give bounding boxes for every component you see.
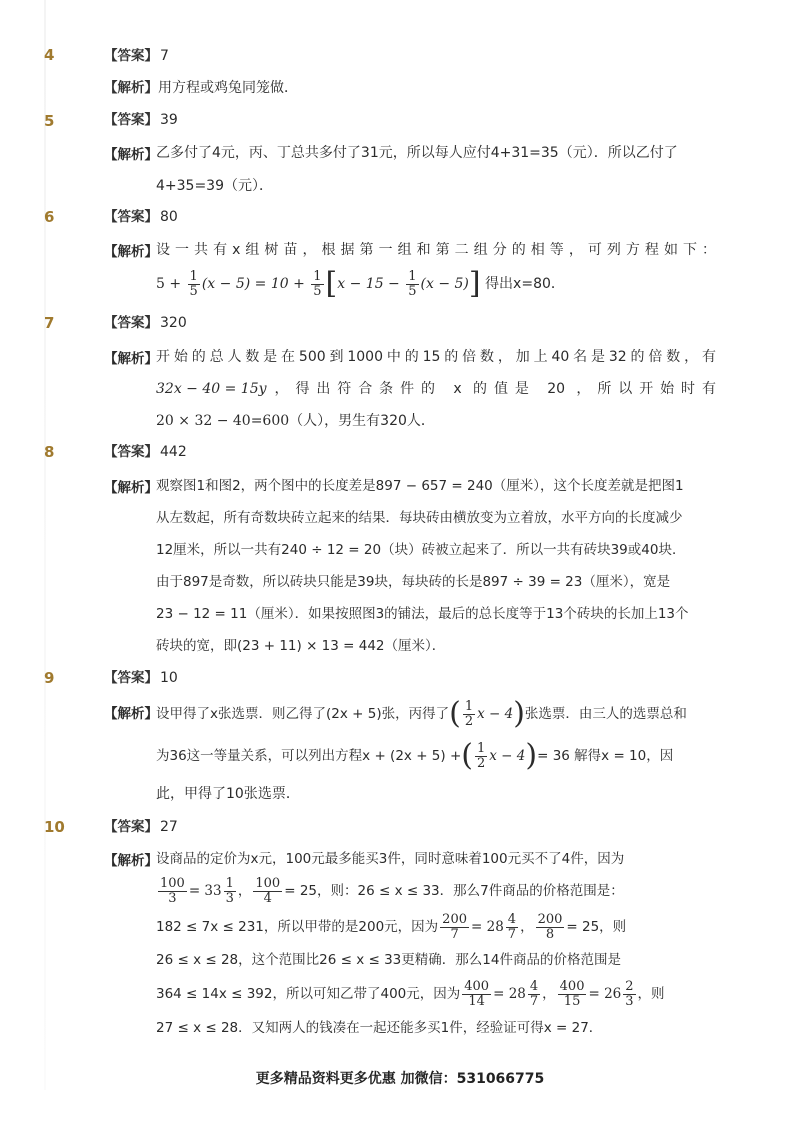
denominator: 7 <box>529 993 539 1009</box>
fraction <box>528 980 540 1009</box>
fraction <box>463 700 475 729</box>
numerator: 1 <box>408 268 417 284</box>
answer-tag: 【答案】 <box>104 315 158 331</box>
denominator: 3 <box>225 890 234 906</box>
denominator: 7 <box>450 926 459 942</box>
analysis-text: 张选票．由三人的选票总和 <box>524 706 687 722</box>
analysis-line: 设一共有x组树苗，根据第一组和第二组分的相等，可列方程如下： <box>156 242 716 258</box>
analysis-text: 用方程或鸡兔同笼做． <box>158 80 298 96</box>
equation-part: x − 4 <box>477 706 514 722</box>
fraction <box>253 877 282 906</box>
numerator: 2 <box>625 978 634 994</box>
fraction <box>406 270 418 299</box>
equation-part: (x − 5) = 10 + <box>201 276 305 292</box>
numerator: 100 <box>160 875 185 891</box>
denominator: 2 <box>464 713 474 729</box>
equation-part: (x − 5) <box>420 276 469 292</box>
analysis-text: （人），男生有320人． <box>289 413 435 429</box>
analysis-text: 设甲得了x张选票．则乙得了(2x + 5)张，丙得了 <box>156 706 450 722</box>
question-number: 10 <box>44 818 65 836</box>
answer-value: 320 <box>160 315 187 331</box>
analysis-line <box>156 909 716 945</box>
denominator: 3 <box>625 993 634 1009</box>
analysis-line <box>156 411 716 431</box>
analysis-line: 从左数起，所有奇数块砖立起来的结果．每块砖由横放变为立着放，水平方向的长度减少 <box>156 510 683 526</box>
analysis-line: 设商品的定价为x元，100元最多能买3件，同时意味着100元买不了4件，因为 <box>156 851 625 867</box>
analysis-line: 观察图1和图2，两个图中的长度差是897 − 657 = 240（厘米），这个长度差就是把图1 <box>156 478 684 494</box>
fraction <box>506 913 518 942</box>
analysis-line: 此，甲得了10张选票． <box>156 786 300 802</box>
analysis-tag: 【解析】 <box>104 706 158 722</box>
denominator: 7 <box>507 926 517 942</box>
equation-result: 得出x=80． <box>485 276 565 292</box>
answer-row <box>104 811 716 843</box>
analysis-text: = 25，则：26 ≤ x ≤ 33．那么7件商品的价格范围是： <box>284 883 624 899</box>
fraction <box>623 980 635 1009</box>
numerator: 1 <box>464 698 474 714</box>
analysis-tag: 【解析】 <box>104 80 158 96</box>
left-bracket: [ <box>325 266 338 301</box>
answer-row <box>104 307 716 339</box>
denominator: 5 <box>408 283 417 299</box>
question-number: 6 <box>44 208 55 226</box>
answer-value: 442 <box>160 444 187 460</box>
answer-row <box>104 201 716 233</box>
analysis-line <box>156 976 716 1012</box>
equation-part: x − 15 − <box>337 276 400 292</box>
fraction <box>224 877 236 906</box>
answer-value: 27 <box>160 819 178 835</box>
analysis-line: 乙多付了4元，丙、丁总共多付了31元，所以每人应付4+31=35（元）．所以乙付了 <box>156 145 678 161</box>
fraction <box>558 980 587 1009</box>
denominator: 15 <box>563 993 581 1009</box>
fraction <box>440 913 469 942</box>
equation-part: 5 + <box>156 276 182 292</box>
analysis-line: 26 ≤ x ≤ 28，这个范围比26 ≤ x ≤ 33更精确．那么14件商品的价格范围是 <box>156 952 621 968</box>
right-bracket: ] <box>468 266 481 301</box>
answer-tag: 【答案】 <box>104 112 158 128</box>
analysis-tag: 【解析】 <box>104 244 158 260</box>
analysis-text: 为36这一等量关系，可以列出方程x + (2x + 5) + <box>156 748 462 764</box>
question-number: 5 <box>44 112 55 130</box>
analysis-text: = 25，则 <box>566 919 627 935</box>
right-paren: ) <box>513 696 525 731</box>
equation-part: 32x − 40 = 15y <box>156 381 267 397</box>
analysis-line: 砖块的宽，即(23 + 11) × 13 = 442（厘米）． <box>156 638 446 654</box>
analysis-tag: 【解析】 <box>104 480 158 496</box>
analysis-line: 23 − 12 = 11（厘米）．如果按照图3的铺法，最后的总长度等于13个砖块的长加上13个 <box>156 606 689 622</box>
analysis-tag: 【解析】 <box>104 351 158 367</box>
answer-value: 80 <box>160 209 178 225</box>
fraction <box>311 270 323 299</box>
question-number: 7 <box>44 314 55 332</box>
denominator: 8 <box>545 926 555 942</box>
analysis-line <box>156 694 716 734</box>
left-paren: ( <box>449 696 461 731</box>
answer-value: 7 <box>160 48 169 64</box>
denominator: 5 <box>313 283 322 299</box>
numerator: 1 <box>476 740 486 756</box>
fraction <box>462 980 491 1009</box>
analysis-line: 4+35=39（元）． <box>156 178 273 194</box>
analysis-tag: 【解析】 <box>104 147 158 163</box>
numerator: 200 <box>537 911 563 927</box>
equation-part: = 33 <box>188 883 222 899</box>
numerator: 4 <box>507 911 517 927</box>
analysis-text: ，得出符合条件的 x 的值是 20 ，所以开始时有 <box>274 381 716 397</box>
equation-part: = 28 <box>493 986 526 1002</box>
analysis-line <box>156 379 716 399</box>
answer-value: 39 <box>160 112 178 128</box>
question-number: 9 <box>44 669 55 687</box>
analysis-text: ， <box>542 986 556 1002</box>
analysis-line: 12厘米，所以一共有240 ÷ 12 = 20（块）砖被立起来了．所以一共有砖块39或40块． <box>156 542 686 558</box>
analysis-text: ， <box>237 883 252 899</box>
answer-row <box>104 40 716 72</box>
left-paren: ( <box>461 738 473 773</box>
equation-line <box>156 264 716 304</box>
fraction <box>536 913 565 942</box>
denominator: 14 <box>468 993 485 1009</box>
denominator: 5 <box>189 283 198 299</box>
answer-row <box>104 104 716 136</box>
denominator: 3 <box>168 890 177 906</box>
footer-promo: 更多精品资料更多优惠 加微信：531066775 <box>255 1071 545 1087</box>
analysis-line: 由于897是奇数，所以砖块只能是39块，每块砖的长是897 ÷ 39 = 23（厘米），宽是 <box>156 574 671 590</box>
numerator: 4 <box>529 978 539 994</box>
numerator: 1 <box>225 875 234 891</box>
fraction <box>158 877 187 906</box>
question-number: 4 <box>44 46 55 64</box>
answer-value: 10 <box>160 670 178 686</box>
answer-tag: 【答案】 <box>104 670 158 686</box>
answer-tag: 【答案】 <box>104 209 158 225</box>
equation-part: = 28 <box>471 919 504 935</box>
analysis-line: 开始的总人数是在500到1000中的15的倍数，加上40名是32的倍数，有 <box>156 349 716 365</box>
analysis-line: 27 ≤ x ≤ 28．又知两人的钱凑在一起还能多买1件，经验证可得x = 27． <box>156 1020 603 1036</box>
answer-tag: 【答案】 <box>104 444 158 460</box>
denominator: 2 <box>476 755 486 771</box>
numerator: 200 <box>442 911 467 927</box>
analysis-tag: 【解析】 <box>104 853 158 869</box>
analysis-text: = 36 解得x = 10，因 <box>537 748 674 764</box>
answer-row <box>104 662 716 694</box>
analysis-row <box>104 72 716 104</box>
fraction <box>188 270 200 299</box>
equation-part: 20 × 32 − 40=600 <box>156 413 290 429</box>
numerator: 400 <box>559 978 585 994</box>
question-number: 8 <box>44 443 55 461</box>
analysis-text: 182 ≤ 7x ≤ 231，所以甲带的是200元，因为 <box>156 919 439 935</box>
numerator: 400 <box>464 978 490 994</box>
margin-line <box>44 0 46 1090</box>
equation-part: = 26 <box>588 986 622 1002</box>
analysis-line <box>156 736 716 776</box>
analysis-line <box>156 873 716 909</box>
analysis-text: ，则 <box>637 986 665 1002</box>
analysis-text: ， <box>520 919 534 935</box>
analysis-text: 364 ≤ 14x ≤ 392，所以可知乙带了400元，因为 <box>156 986 461 1002</box>
numerator: 1 <box>313 268 322 284</box>
answer-tag: 【答案】 <box>104 819 158 835</box>
right-paren: ) <box>525 738 538 773</box>
equation-part: x − 4 <box>489 748 526 764</box>
answer-tag: 【答案】 <box>104 48 158 64</box>
answer-row <box>104 436 716 468</box>
denominator: 4 <box>263 890 272 906</box>
numerator: 1 <box>189 268 198 284</box>
fraction <box>475 742 487 771</box>
numerator: 100 <box>255 875 281 891</box>
